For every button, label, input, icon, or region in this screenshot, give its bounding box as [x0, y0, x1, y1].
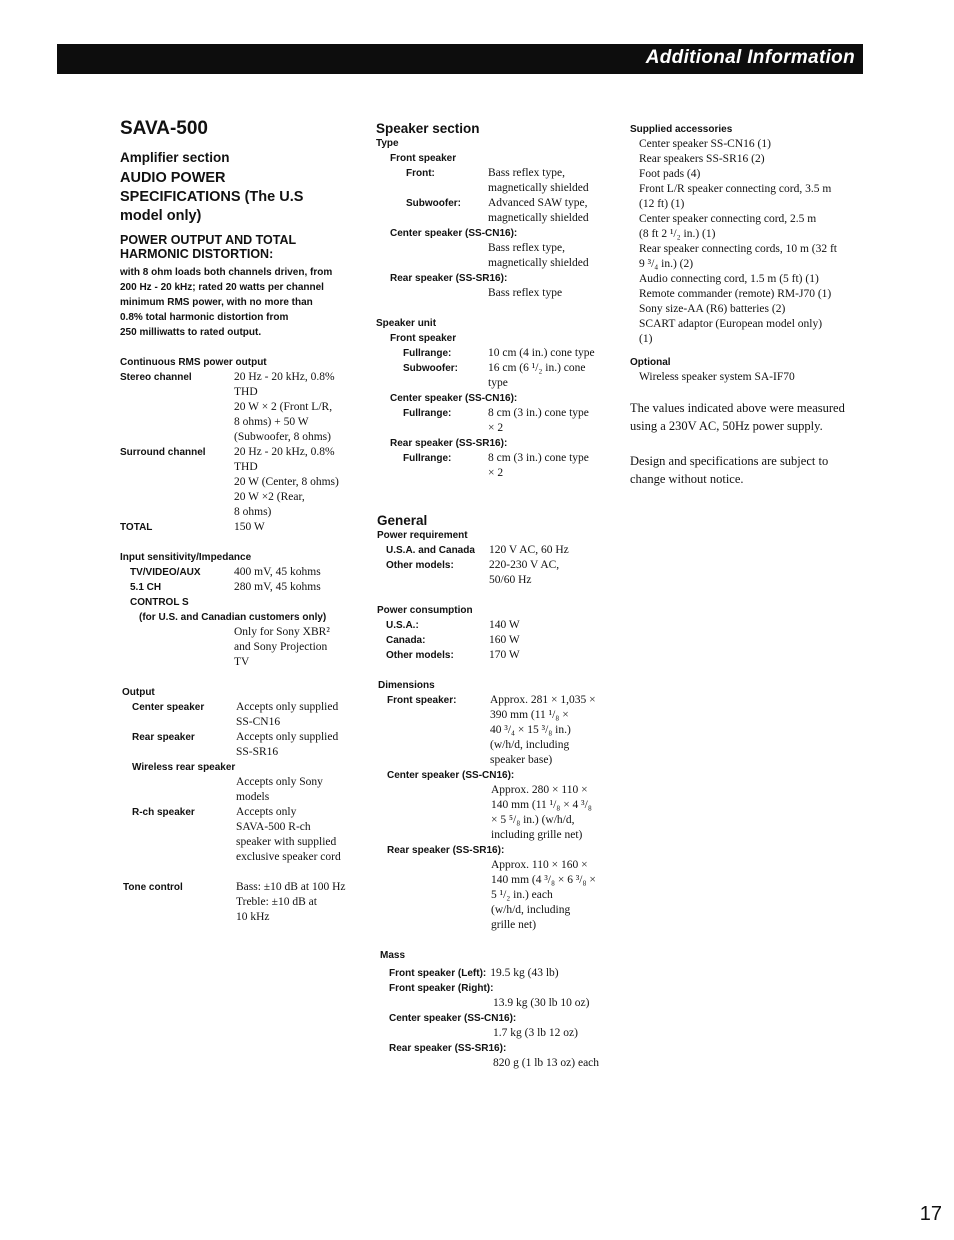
spec-label: Rear speaker [132, 732, 195, 743]
list-item: Remote commander (remote) RM-J70 (1) [639, 288, 832, 300]
list-item: Center speaker SS-CN16 (1) [639, 138, 771, 150]
dim-center-label: Center speaker (SS-CN16): [387, 770, 515, 781]
spec-row-cons-other [376, 648, 616, 663]
value-line: 20 Hz - 20 kHz, 0.8% [234, 446, 335, 458]
spec-label: Fullrange: [403, 408, 452, 419]
amplifier-column [120, 118, 360, 925]
general-title: General [377, 513, 428, 528]
spec-value [488, 451, 589, 481]
value-line: Treble: ±10 dB at [236, 896, 317, 908]
spec-label: Stereo channel [120, 372, 192, 383]
value-line: TV [234, 656, 250, 668]
value-line: 20 W (Center, 8 ohms) [234, 476, 339, 488]
speaker-unit-label: Speaker unit [376, 318, 437, 329]
value-line: speaker base) [490, 754, 553, 766]
value-line: (w/h/d, including [490, 739, 570, 751]
spec-row-unit-rear-fullrange [376, 451, 616, 481]
value-line: Accepts only Sony [236, 776, 323, 788]
spec-label: Fullrange: [403, 453, 452, 464]
value-line: type [488, 377, 508, 389]
optional-item: Wireless speaker system SA-IF70 [639, 371, 795, 383]
mass-label: Mass [380, 950, 406, 961]
spec-value: 400 mV, 45 kohms [234, 566, 321, 578]
mass-center-label: Center speaker (SS-CN16): [389, 1013, 517, 1024]
spec-label: Center speaker [132, 702, 205, 713]
spec-value [234, 370, 335, 445]
spec-label: TOTAL [120, 522, 153, 533]
value-line: Bass reflex type [488, 287, 563, 299]
spec-row-unit-fullrange [376, 346, 616, 361]
value-line: 20 W ×2 (Rear, [234, 491, 305, 503]
control-s-value [120, 625, 360, 670]
list-item: (8 ft 2 ¹/₂ in.) (1) [639, 228, 716, 240]
power-consumption-label: Power consumption [377, 605, 473, 616]
dim-rear-value [376, 858, 616, 933]
dim-rear-label: Rear speaker (SS-SR16): [387, 845, 505, 856]
output-label: Output [122, 687, 155, 698]
value-line: (Subwoofer, 8 ohms) [234, 431, 331, 443]
spec-label: Fullrange: [403, 348, 452, 359]
value-line: Advanced SAW type, [488, 197, 588, 209]
spec-label: R-ch speaker [132, 807, 195, 818]
wireless-rear-value [120, 775, 360, 805]
spec-row-usa-canada [376, 543, 616, 558]
value-line: 140 mm (11 ¹/₈ × 4 ³/₈ [491, 799, 592, 811]
spec-value [234, 445, 339, 520]
control-s-note: (for U.S. and Canadian customers only) [139, 612, 327, 623]
mass-front-left-label: Front speaker (Left): [389, 968, 487, 979]
mass-center-value: 1.7 kg (3 lb 12 oz) [493, 1027, 578, 1039]
value-line: 8 ohms) [234, 506, 272, 518]
value-line: SS-CN16 [236, 716, 281, 728]
value-line: Bass: ±10 dB at 100 Hz [236, 881, 346, 893]
mass-front-left-row [376, 963, 616, 981]
spec-label: Tone control [123, 882, 183, 893]
condition-line: 250 milliwatts to rated output. [120, 327, 262, 338]
rear-speaker-value [376, 286, 616, 301]
spec-row-tv-video-aux [120, 565, 360, 580]
spec-value: 280 mV, 45 kohms [234, 581, 321, 593]
unit-rear-label: Rear speaker (SS-SR16): [390, 438, 508, 449]
specification-notice: Design and specifications are subject to change without notice. [630, 454, 829, 486]
center-speaker-label: Center speaker (SS-CN16): [390, 228, 518, 239]
value-line: exclusive speaker cord [236, 851, 341, 863]
center-speaker-value [376, 241, 616, 271]
header-title: Additional Information [645, 47, 855, 68]
spec-label: Canada: [386, 635, 426, 646]
mass-front-right-label: Front speaker (Right): [389, 983, 494, 994]
speaker-column [376, 121, 616, 1071]
spec-value: 140 W [489, 619, 520, 631]
spec-label: Front: [406, 168, 435, 179]
spec-row-cons-usa [376, 618, 616, 633]
spec-row-subwoofer [376, 196, 616, 226]
value-line: grille net) [491, 919, 537, 931]
spec-row-unit-subwoofer [376, 361, 616, 391]
unit-center-label: Center speaker (SS-CN16): [390, 393, 518, 404]
value-line: Approx. 281 × 1,035 × [490, 694, 596, 706]
value-line: SS-SR16 [236, 746, 279, 758]
spec-row-total [120, 520, 360, 535]
value-line: THD [234, 461, 258, 473]
spec-row-stereo [120, 370, 360, 445]
spec-value [488, 361, 586, 391]
unit-front-label: Front speaker [390, 333, 457, 344]
spec-row-front [376, 166, 616, 196]
spec-label: U.S.A.: [386, 620, 419, 631]
value-line: Accepts only supplied [236, 701, 339, 713]
value-line: 8 cm (3 in.) cone type [488, 452, 589, 464]
value-line: 16 cm (6 ¹/₂ in.) cone [488, 362, 586, 374]
spec-value: 150 W [234, 521, 265, 533]
spec-value [236, 700, 338, 730]
spec-row-tone-control [120, 880, 360, 925]
value-line: 390 mm (11 ¹/₈ × [490, 709, 569, 721]
value-line: 10 kHz [236, 911, 270, 923]
spec-value [488, 406, 589, 436]
value-line: Only for Sony XBR² [234, 626, 330, 638]
value-line: Approx. 280 × 110 × [491, 784, 588, 796]
measurement-note: The values indicated above were measured using a 230V AC, 50Hz power supply. [630, 401, 845, 433]
spec-label: Subwoofer: [406, 198, 461, 209]
list-item: (1) [639, 333, 653, 345]
list-item: Rear speakers SS-SR16 (2) [639, 153, 765, 165]
dimensions-label: Dimensions [378, 680, 435, 691]
condition-line: minimum RMS power, with no more than [120, 297, 313, 308]
control-s-label: CONTROL S [130, 597, 189, 608]
value-line: models [236, 791, 270, 803]
spec-value [236, 880, 346, 925]
spec-value: 170 W [489, 649, 520, 661]
spec-value [236, 805, 341, 865]
value-line: 50/60 Hz [489, 574, 532, 586]
spec-row-surround [120, 445, 360, 520]
list-item: 9 ³/₄ in.) (2) [639, 258, 694, 270]
spec-label: Surround channel [120, 447, 206, 458]
list-item: SCART adaptor (European model only) [639, 318, 823, 330]
spec-label: Other models: [386, 560, 454, 571]
supplied-accessories-title: Supplied accessories [630, 124, 733, 135]
value-line: × 5 ⁵/₈ in.) (w/h/d, [491, 814, 575, 826]
mass-front-left-value: 19.5 kg (43 lb) [490, 967, 559, 979]
condition-line: 0.8% total harmonic distortion from [120, 312, 289, 323]
mass-front-right-value: 13.9 kg (30 lb 10 oz) [493, 997, 590, 1009]
accessories-column [630, 122, 870, 488]
audio-spec-title: AUDIO POWER SPECIFICATIONS (The U.S model only) [120, 170, 304, 224]
condition-line: 200 Hz - 20 kHz; rated 20 watts per channel [120, 282, 324, 293]
spec-row-51ch [120, 580, 360, 595]
value-line: 40 ³/₄ × 15 ³/₈ in.) [490, 724, 571, 736]
value-line: (w/h/d, including [491, 904, 571, 916]
speaker-section-title: Speaker section [376, 121, 480, 136]
list-item: Foot pads (4) [639, 168, 701, 180]
amplifier-section-title: Amplifier section [120, 150, 230, 165]
value-line: including grille net) [491, 829, 583, 841]
spec-value [489, 558, 559, 588]
value-line: × 2 [488, 467, 504, 479]
value-line: magnetically shielded [488, 182, 589, 194]
dim-center-value [376, 783, 616, 843]
accessories-list [630, 137, 870, 347]
page-number: 17 [919, 1203, 942, 1225]
optional-title: Optional [630, 357, 671, 368]
list-item: Sony size-AA (R6) batteries (2) [639, 303, 786, 315]
value-line: 140 mm (4 ³/₈ × 6 ³/₈ × [491, 874, 596, 886]
value-line: SAVA-500 R-ch [236, 821, 311, 833]
spec-row-center-speaker [120, 700, 360, 730]
value-line: speaker with supplied [236, 836, 337, 848]
spec-label: U.S.A. and Canada [386, 545, 475, 556]
conditions-text [120, 265, 360, 340]
spec-label: TV/VIDEO/AUX [130, 567, 201, 578]
value-line: 20 Hz - 20 kHz, 0.8% [234, 371, 335, 383]
model-title: SAVA-500 [120, 118, 208, 139]
spec-value [488, 196, 589, 226]
value-line: magnetically shielded [488, 257, 589, 269]
value-line: Bass reflex type, [488, 167, 565, 179]
value-line: and Sony Projection [234, 641, 328, 653]
power-output-subhead: POWER OUTPUT AND TOTAL HARMONIC DISTORTION: [120, 233, 296, 261]
value-line: 8 ohms) + 50 W [234, 416, 309, 428]
spec-label: Front speaker: [387, 695, 457, 706]
spec-value [490, 693, 596, 768]
condition-line: with 8 ohm loads both channels driven, from [120, 267, 333, 278]
front-speaker-label: Front speaker [390, 153, 457, 164]
spec-label: 5.1 CH [130, 582, 162, 593]
input-sensitivity-label: Input sensitivity/Impedance [120, 552, 252, 563]
spec-row-rch-speaker [120, 805, 360, 865]
value-line: Bass reflex type, [488, 242, 565, 254]
spec-row-cons-canada [376, 633, 616, 648]
spec-row-rear-speaker [120, 730, 360, 760]
type-label: Type [376, 138, 399, 149]
value-line: 8 cm (3 in.) cone type [488, 407, 589, 419]
continuous-rms-label: Continuous RMS power output [120, 357, 267, 368]
mass-rear-label: Rear speaker (SS-SR16): [389, 1043, 507, 1054]
spec-value [236, 730, 338, 760]
value-line: THD [234, 386, 258, 398]
spec-label: Other models: [386, 650, 454, 661]
list-item: Audio connecting cord, 1.5 m (5 ft) (1) [639, 273, 819, 285]
rear-speaker-label: Rear speaker (SS-SR16): [390, 273, 508, 284]
spec-value: 120 V AC, 60 Hz [489, 544, 569, 556]
spec-row-unit-center-fullrange [376, 406, 616, 436]
list-item: Rear speaker connecting cords, 10 m (32 ft [639, 243, 837, 255]
value-line: magnetically shielded [488, 212, 589, 224]
list-item: Front L/R speaker connecting cord, 3.5 m [639, 183, 832, 195]
value-line: 220-230 V AC, [489, 559, 560, 571]
spec-label: Subwoofer: [403, 363, 458, 374]
value-line: × 2 [488, 422, 504, 434]
header-banner [57, 44, 863, 74]
value-line: Approx. 110 × 160 × [491, 859, 588, 871]
value-line: Accepts only supplied [236, 731, 339, 743]
spec-value: 160 W [489, 634, 520, 646]
value-line: 5 ¹/₂ in.) each [491, 889, 553, 901]
list-item: (12 ft) (1) [639, 198, 685, 210]
spec-value: 10 cm (4 in.) cone type [488, 347, 595, 359]
list-item: Center speaker connecting cord, 2.5 m [639, 213, 817, 225]
value-line: Accepts only [236, 806, 297, 818]
spec-row-dim-front [376, 693, 616, 768]
value-line: 20 W × 2 (Front L/R, [234, 401, 333, 413]
spec-value [488, 166, 589, 196]
wireless-rear-label: Wireless rear speaker [132, 762, 236, 773]
spec-row-other-models [376, 558, 616, 588]
mass-rear-value: 820 g (1 lb 13 oz) each [493, 1057, 600, 1069]
power-requirement-label: Power requirement [377, 530, 468, 541]
